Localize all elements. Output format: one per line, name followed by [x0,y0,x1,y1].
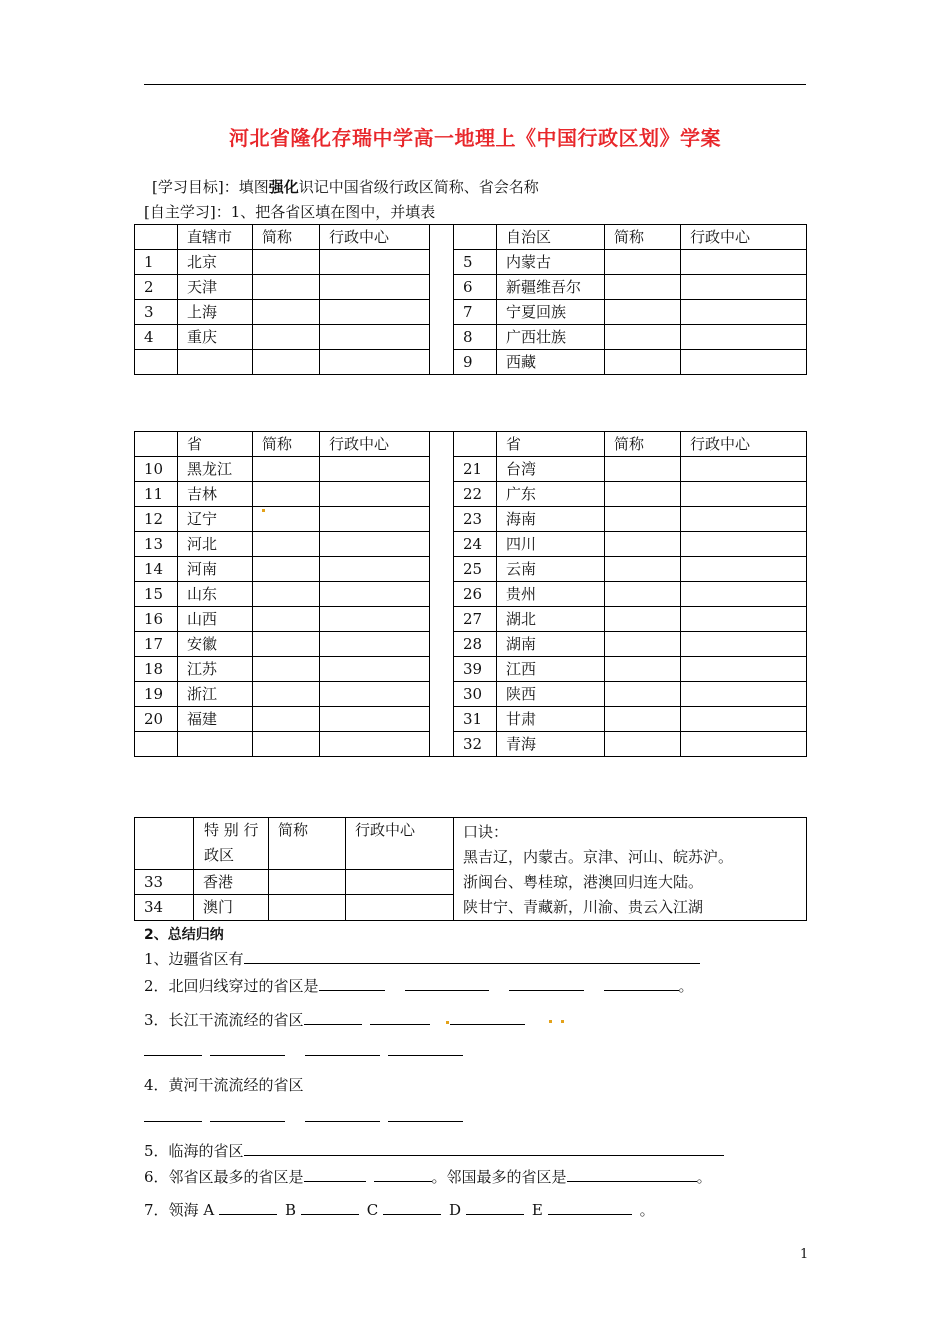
region-name: 安徽 [178,632,253,657]
abbr-blank[interactable] [253,582,320,607]
center-blank[interactable] [681,732,807,757]
center-blank[interactable] [320,275,430,300]
answer-blank[interactable] [319,976,385,991]
header-cell: 行政中心 [320,432,430,457]
abbr-blank[interactable] [605,350,681,375]
abbr-blank[interactable] [605,557,681,582]
abbr-blank[interactable] [605,275,681,300]
header-cell: 行政中心 [320,225,430,250]
sar-table [134,817,807,921]
abbr-blank[interactable] [605,582,681,607]
abbr-blank[interactable] [605,457,681,482]
gap-column [430,432,454,757]
row-number: 11 [135,482,178,507]
region-name: 重庆 [178,325,253,350]
row-number: 18 [135,657,178,682]
abbr-blank[interactable] [253,557,320,582]
row-number [135,732,178,757]
question-text: 4．黄河干流流经的省区 [144,1076,304,1094]
abbr-blank[interactable] [269,895,346,921]
region-name: 江西 [497,657,605,682]
row-number: 1 [135,250,178,275]
answer-blank[interactable] [244,1141,724,1156]
header-cell [135,818,194,870]
answer-blank[interactable] [548,1200,632,1215]
center-blank[interactable] [681,582,807,607]
speck-mark [446,1021,449,1024]
header-rule [144,84,806,85]
header-cell [454,225,497,250]
row-number: 19 [135,682,178,707]
answer-blank[interactable] [144,1107,202,1122]
header-cell [454,432,497,457]
row-number: 30 [454,682,497,707]
table-row [135,275,807,300]
question-3-continued [144,1041,483,1060]
center-blank[interactable] [320,607,430,632]
center-blank[interactable] [320,682,430,707]
abbr-blank[interactable] [605,657,681,682]
sea-label: A [203,1201,215,1219]
row-number: 23 [454,507,497,532]
header-cell: 行政中心 [346,818,454,870]
sea-label: B [284,1201,296,1219]
question-text: 2．北回归线穿过的省区是 [144,977,319,995]
abbr-blank[interactable] [605,482,681,507]
header-cell: 省 [497,432,605,457]
abbr-blank[interactable] [605,732,681,757]
region-name: 湖南 [497,632,605,657]
self-study-text: 1、把各省区填在图中，并填表 [230,203,436,221]
answer-blank[interactable] [374,1167,432,1182]
question-1 [144,948,720,969]
row-number: 25 [454,557,497,582]
answer-blank[interactable] [383,1200,441,1215]
header-cell: 简称 [269,818,346,870]
row-number: 12 [135,507,178,532]
question-7 [144,1199,655,1220]
table-row [135,582,807,607]
center-blank[interactable] [681,325,807,350]
row-number: 5 [454,250,497,275]
center-blank[interactable] [320,300,430,325]
answer-blank[interactable] [305,1041,380,1056]
table-row [135,482,807,507]
table-row [135,350,807,375]
sar-header-line2: 政区 [204,846,235,864]
sar-header-line1: 特 别 行 [204,821,259,839]
province-table [134,431,807,757]
self-study-line [144,201,435,222]
answer-blank[interactable] [388,1107,463,1122]
speck-mark [549,1020,552,1023]
region-name [178,732,253,757]
row-number: 3 [135,300,178,325]
question-text: 1、边疆省区有 [144,950,244,968]
abbr-blank[interactable] [605,325,681,350]
question-text: 5．临海的省区 [144,1142,244,1160]
region-name: 江苏 [178,657,253,682]
abbr-blank[interactable] [605,682,681,707]
page-title: 河北省隆化存瑞中学高一地理上《中国行政区划》学案 [229,126,721,150]
region-name: 台湾 [497,457,605,482]
table-row [135,300,807,325]
center-blank[interactable] [681,275,807,300]
mnemonic-line: 陕甘宁、青藏新，川渝、贵云入江湖 [463,898,704,916]
table-row [135,657,807,682]
region-name: 湖北 [497,607,605,632]
answer-blank[interactable] [144,1041,202,1056]
question-text: 。邻国最多的省区是 [431,1168,567,1186]
row-number: 13 [135,532,178,557]
answer-blank[interactable] [304,1167,366,1182]
region-name: 四川 [497,532,605,557]
row-number: 14 [135,557,178,582]
center-blank[interactable] [320,707,430,732]
header-cell: 简称 [253,432,320,457]
summary-heading: 2、总结归纳 [144,927,224,943]
table-row [135,325,807,350]
header-cell [135,225,178,250]
row-number: 27 [454,607,497,632]
abbr-blank[interactable] [253,607,320,632]
abbr-blank[interactable] [605,632,681,657]
region-name: 海南 [497,507,605,532]
answer-blank[interactable] [466,1200,524,1215]
mnemonic-box [454,818,807,921]
answer-blank[interactable] [370,1010,430,1025]
question-end: 。 [696,1168,712,1186]
answer-blank[interactable] [604,976,679,991]
row-number: 24 [454,532,497,557]
region-name: 新疆维吾尔 [497,275,605,300]
center-blank[interactable] [320,350,430,375]
region-name: 广东 [497,482,605,507]
table-row [135,457,807,482]
region-name: 香港 [194,870,269,895]
center-blank[interactable] [320,557,430,582]
region-name: 北京 [178,250,253,275]
abbr-blank[interactable] [253,657,320,682]
row-number: 6 [454,275,497,300]
table-row [135,250,807,275]
answer-blank[interactable] [388,1041,463,1056]
answer-blank[interactable] [305,1107,380,1122]
abbr-blank[interactable] [253,732,320,757]
question-text: 3．长江干流流经的省区 [144,1011,304,1029]
row-number: 7 [454,300,497,325]
answer-blank[interactable] [304,1010,362,1025]
region-name: 云南 [497,557,605,582]
region-name: 澳门 [194,895,269,921]
abbr-blank[interactable] [253,250,320,275]
region-name: 吉林 [178,482,253,507]
row-number: 16 [135,607,178,632]
sea-label: C [366,1201,379,1219]
question-3 [144,1009,545,1030]
abbr-blank[interactable] [253,275,320,300]
region-name: 浙江 [178,682,253,707]
center-blank[interactable] [681,300,807,325]
question-end: 。 [678,977,694,995]
answer-blank[interactable] [567,1167,697,1182]
region-name: 青海 [497,732,605,757]
self-study-label: [自主学习]： [144,203,231,221]
center-blank[interactable] [320,582,430,607]
center-blank[interactable] [681,707,807,732]
table-row [135,632,807,657]
region-name: 贵州 [497,582,605,607]
abbr-blank[interactable] [253,325,320,350]
sea-label: E [531,1201,543,1219]
region-name [178,350,253,375]
row-number: 20 [135,707,178,732]
question-text: 7．领海 [144,1201,199,1219]
abbr-blank[interactable] [253,482,320,507]
table-row [135,707,807,732]
answer-blank[interactable] [450,1010,525,1025]
row-number: 15 [135,582,178,607]
row-number: 33 [135,870,194,895]
header-cell: 自治区 [497,225,605,250]
answer-blank[interactable] [210,1041,285,1056]
region-name: 河南 [178,557,253,582]
header-cell: 简称 [253,225,320,250]
question-end: 。 [639,1201,655,1219]
question-text: 6．邻省区最多的省区是 [144,1168,304,1186]
header-cell: 行政中心 [681,432,807,457]
region-name: 黑龙江 [178,457,253,482]
row-number: 10 [135,457,178,482]
row-number [135,350,178,375]
row-number: 32 [454,732,497,757]
objective-text-post: 识记中国省级行政区简称、省会名称 [298,178,539,196]
row-number: 28 [454,632,497,657]
question-6 [144,1166,712,1187]
question-2 [144,975,694,996]
question-4-continued [144,1107,483,1126]
center-blank[interactable] [320,250,430,275]
center-blank[interactable] [320,507,430,532]
center-blank[interactable] [681,657,807,682]
center-blank[interactable] [320,325,430,350]
center-blank[interactable] [681,250,807,275]
question-4 [144,1074,304,1095]
header-cell [135,432,178,457]
center-blank[interactable] [681,607,807,632]
abbr-blank[interactable] [605,507,681,532]
center-blank[interactable] [681,682,807,707]
row-number: 22 [454,482,497,507]
row-number: 9 [454,350,497,375]
center-blank[interactable] [681,532,807,557]
center-blank[interactable] [320,457,430,482]
table-row [135,607,807,632]
header-cell: 行政中心 [681,225,807,250]
center-blank[interactable] [320,632,430,657]
row-number: 4 [135,325,178,350]
abbr-blank[interactable] [253,707,320,732]
region-name: 广西壮族 [497,325,605,350]
gap-column [430,225,454,375]
row-number: 31 [454,707,497,732]
region-name: 天津 [178,275,253,300]
mnemonic-title: 口诀： [463,823,509,841]
page-number: 1 [800,1247,809,1262]
abbr-blank[interactable] [605,607,681,632]
mnemonic-line: 黑吉辽，内蒙古。京津、河山、皖苏沪。 [463,848,734,866]
municipality-autonomous-table [134,224,807,375]
answer-blank[interactable] [405,976,489,991]
table-row [135,507,807,532]
header-cell: 省 [178,432,253,457]
table-row [135,557,807,582]
region-name: 甘肃 [497,707,605,732]
header-cell [194,818,269,870]
center-blank[interactable] [681,482,807,507]
center-blank[interactable] [681,507,807,532]
objective-line [152,176,539,197]
speck-mark [561,1020,564,1023]
mnemonic-line: 浙闽台、粤桂琼，港澳回归连大陆。 [463,873,704,891]
region-name: 山东 [178,582,253,607]
row-number: 26 [454,582,497,607]
abbr-blank[interactable] [605,532,681,557]
question-5 [144,1140,744,1161]
table-row [135,682,807,707]
center-blank[interactable] [681,350,807,375]
abbr-blank[interactable] [253,350,320,375]
region-name: 山西 [178,607,253,632]
row-number: 39 [454,657,497,682]
center-blank[interactable] [346,870,454,895]
center-blank[interactable] [681,457,807,482]
row-number: 8 [454,325,497,350]
objective-text-bold: 强化 [268,178,299,196]
answer-blank[interactable] [509,976,584,991]
region-name: 上海 [178,300,253,325]
answer-blank[interactable] [210,1107,285,1122]
row-number: 17 [135,632,178,657]
abbr-blank[interactable] [253,682,320,707]
center-blank[interactable] [320,482,430,507]
abbr-blank[interactable] [253,532,320,557]
region-name: 福建 [178,707,253,732]
row-number: 2 [135,275,178,300]
abbr-blank[interactable] [605,250,681,275]
speck-mark [262,509,265,512]
header-cell: 直辖市 [178,225,253,250]
region-name: 宁夏回族 [497,300,605,325]
answer-blank[interactable] [244,949,700,964]
center-blank[interactable] [681,557,807,582]
region-name: 河北 [178,532,253,557]
answer-blank[interactable] [219,1200,277,1215]
region-name: 西藏 [497,350,605,375]
abbr-blank[interactable] [269,870,346,895]
region-name: 内蒙古 [497,250,605,275]
sea-label: D [449,1201,462,1219]
abbr-blank[interactable] [253,300,320,325]
row-number: 21 [454,457,497,482]
objective-label: [学习目标]： [152,178,239,196]
center-blank[interactable] [320,532,430,557]
objective-text-pre: 填图 [238,178,269,196]
abbr-blank[interactable] [605,707,681,732]
abbr-blank[interactable] [253,457,320,482]
center-blank[interactable] [320,732,430,757]
center-blank[interactable] [681,632,807,657]
center-blank[interactable] [320,657,430,682]
table-row [135,532,807,557]
header-cell: 简称 [605,432,681,457]
region-name: 辽宁 [178,507,253,532]
abbr-blank[interactable] [605,300,681,325]
center-blank[interactable] [346,895,454,921]
abbr-blank[interactable] [253,632,320,657]
header-cell: 简称 [605,225,681,250]
row-number: 34 [135,895,194,921]
table-row [135,732,807,757]
answer-blank[interactable] [301,1200,359,1215]
region-name: 陕西 [497,682,605,707]
